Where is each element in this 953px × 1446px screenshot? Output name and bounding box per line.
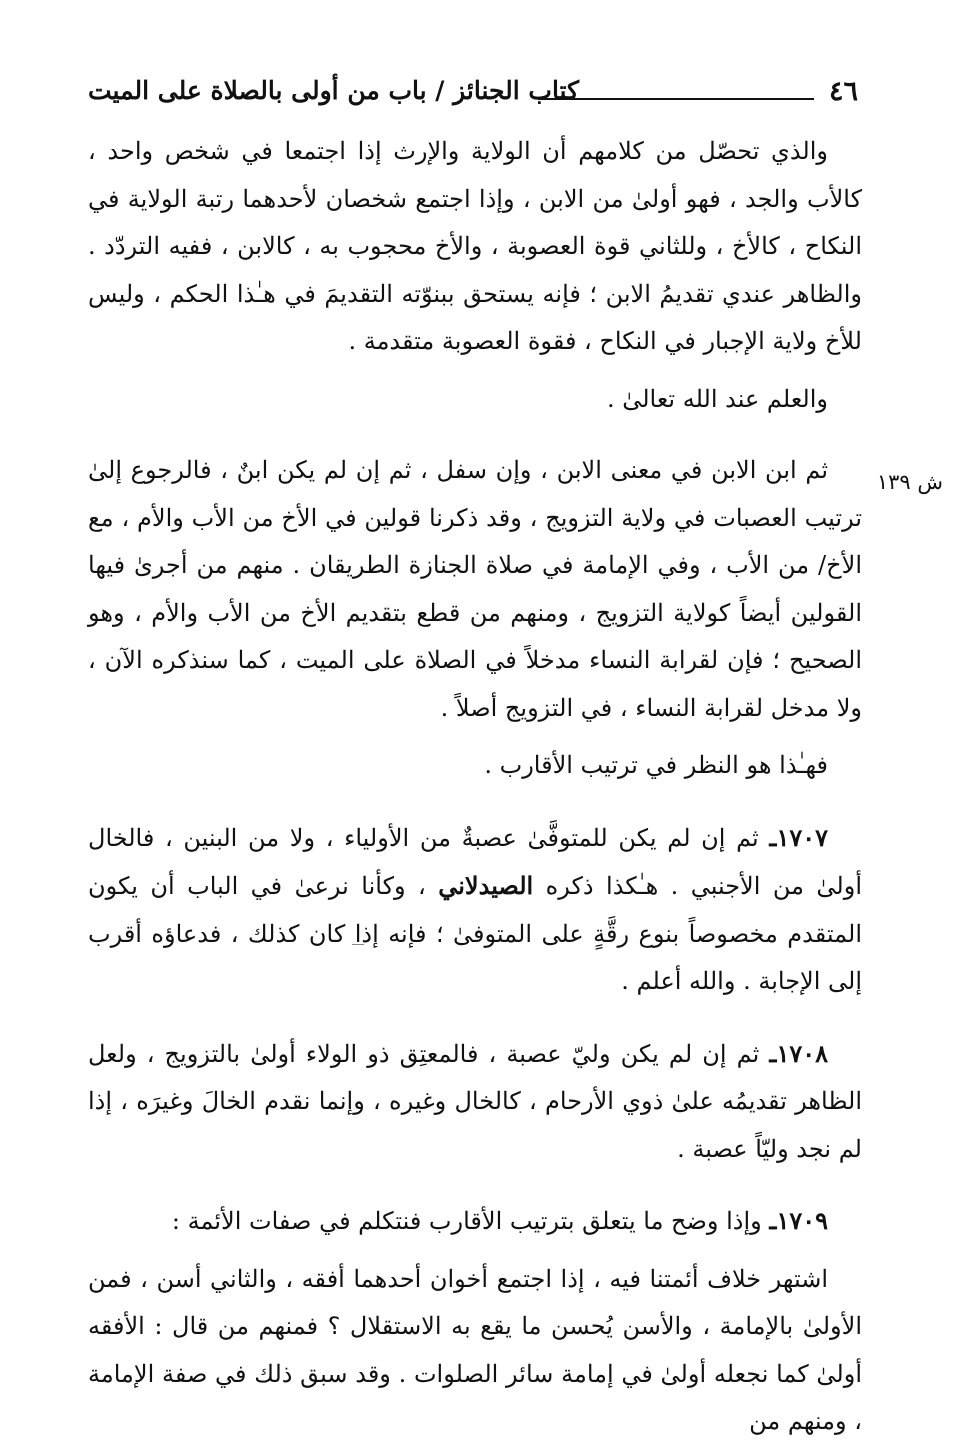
cited-scholar-name: الصيدلاني xyxy=(438,871,534,900)
printer-mark xyxy=(352,944,364,945)
numbered-paragraph xyxy=(88,1030,862,1174)
paragraph-number: ١٧٠٩ـ xyxy=(769,1206,828,1235)
paragraph: اشتهر خلاف أئمتنا فيه ، إذا اجتمع أخوان أحدهما أفقه ، والثاني أسن ، فمن الأولىٰ بالإمامة ، والأسن يُحسن ما يقع به الاستقلال ؟ فمنهم من قال : الأفقه أولىٰ كما نجعله أولىٰ في إمامة سائر الصلوات . وقد سبق ذلك في صفة الإمامة ، ومنهم من xyxy=(88,1264,862,1435)
main-text xyxy=(88,128,862,1446)
paragraph-text: وإذا وضح ما يتعلق بترتيب الأقارب فنتكلم في صفات الأئمة : xyxy=(171,1207,762,1235)
running-header xyxy=(88,72,858,116)
paragraph: والعلم عند الله تعالىٰ . xyxy=(606,384,828,413)
page-number: ٤٦ xyxy=(828,76,858,107)
numbered-paragraph xyxy=(88,814,862,1006)
numbered-paragraph xyxy=(88,1197,862,1246)
paragraph-text: ثم إن لم يكن وليّ عصبة ، فالمعتِق ذو الولاء أولىٰ بالتزويج ، ولعل الظاهر تقديمُه علىٰ ذوي الأرحام ، كالخال وغيره ، وإنما نقدم الخالَ وغيرَه ، إذا لم نجد وليّاً عصبة . xyxy=(88,1039,862,1163)
paragraph: ثم ابن الابن في معنى الابن ، وإن سفل ، ثم إن لم يكن ابنٌ ، فالرجوع إلىٰ ترتيب العصبات في ولاية التزويج ، وقد ذكرنا قولين في الأخ من الأب والأم ، مع الأخ/ من الأب ، وفي الإمامة في صلاة الجنازة الطريقان . منهم من أجرىٰ فيها القولين أيضاً كولاية التزويج ، ومنهم من قطع بتقديم الأخ من الأب والأم ، وهو الصحيح ؛ فإن لقرابة النساء مدخلاً في الصلاة على الميت ، كما سنذكره الآن ، ولا مدخل لقرابة النساء ، في التزويج أصلاً . xyxy=(88,456,862,722)
paragraph-text: ، وكأنا نرعىٰ في الباب أن يكون المتقدم مخصوصاً بنوع رقَّةٍ على المتوفىٰ ؛ فإنه إذا كان كذلك ، فدعاؤه أقرب إلى الإجابة . والله أعلم . xyxy=(88,872,862,995)
paragraph: فهـٰذا هو النظر في ترتيب الأقارب . xyxy=(484,751,828,779)
paragraph-text: ثم إن لم يكن للمتوفَّىٰ عصبةٌ من الأولياء ، ولا من البنين ، فالخال أولىٰ من الأجنبي . هـٰكذا ذكره xyxy=(88,823,862,900)
paragraph-number: ١٧٠٧ـ xyxy=(769,822,828,852)
paragraph: والذي تحصّل من كلامهم أن الولاية والإرث إذا اجتمعا في شخص واحد ، كالأب والجد ، فهو أولىٰ من الابن ، وإذا اجتمع شخصان لأحدهما رتبة الولاية في النكاح ، كالأخ ، وللثاني قوة العصوبة ، والأخ محجوب به ، كالابن ، ففيه التردّد . والظاهر عندي تقديمُ الابن ؛ فإنه يستحق ببنوّته التقديمَ في هـٰذا الحكم ، وليس للأخ ولاية الإجبار في النكاح ، فقوة العصوبة متقدمة . xyxy=(88,137,862,355)
paragraph-number: ١٧٠٨ـ xyxy=(769,1038,829,1068)
margin-manuscript-ref: ش ١٣٩ xyxy=(876,470,943,494)
header-rule xyxy=(538,98,814,100)
running-title: كتاب الجنائز / باب من أولى بالصلاة على الميت xyxy=(88,76,580,105)
